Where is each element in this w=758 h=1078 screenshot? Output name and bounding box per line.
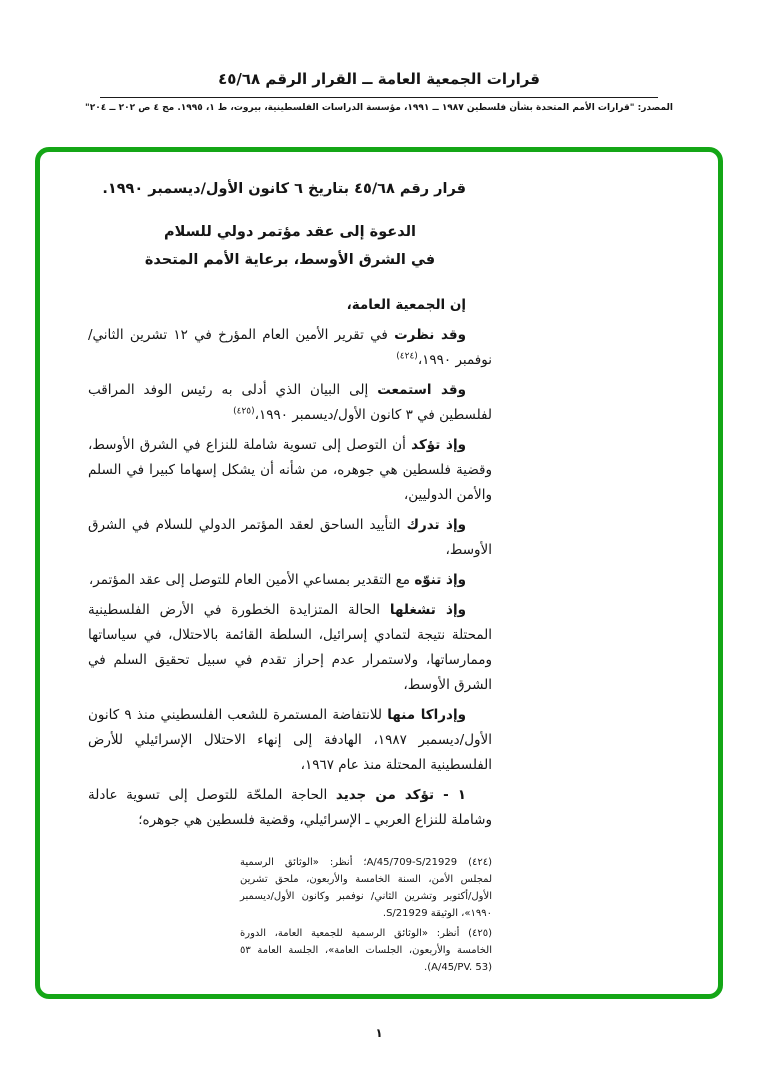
paragraph xyxy=(88,433,492,508)
paragraph xyxy=(88,293,492,318)
paragraph-text: إلى البيان الذي أدلى به رئيس الوفد المراقب لفلسطين في ٣ كانون الأول/ديسمبر ١٩٩٠، xyxy=(88,381,492,423)
footnote-text: A/45/709-S/21929؛ أنظر: «الوثائق الرسمية لمجلس الأمن، السنة الخامسة والأربعون، ملحق تشرين الأول/أكتوبر وتشرين الثاني/ نوفمبر وكانون الأول/ديسمبر ١٩٩٠»، الوثيقة S/21929. xyxy=(240,857,492,919)
paragraph-lead: ١ - تؤكد من جديد xyxy=(335,786,466,803)
footnote-425 xyxy=(240,925,492,976)
paragraph-lead: وإذ تدرك xyxy=(406,516,466,533)
resolution-title: قرار رقم ٤٥/٦٨ بتاريخ ٦ كانون الأول/ديسمبر ١٩٩٠. xyxy=(102,181,466,197)
footnotes-section xyxy=(240,854,492,979)
footnote-ref-425: (٤٢٥) xyxy=(233,406,255,417)
paragraph xyxy=(88,513,492,563)
paragraph-lead: وإذ تنوّه xyxy=(414,571,466,588)
source-line: المصدر: "قرارات الأمم المتحدة بشأن فلسطين ١٩٨٧ ــ ١٩٩١، مؤسسة الدراسات الفلسطينية، بيروت، ط ١، ١٩٩٥. مج ٤ ص ٢٠٢ ــ ٢٠٤" xyxy=(85,103,673,113)
paragraph xyxy=(88,378,492,428)
footnote-marker: (٤٢٥) xyxy=(468,928,492,939)
footnote-424 xyxy=(240,854,492,922)
paragraph-lead: وإذ تشغلها xyxy=(389,601,466,618)
subtitle-line-1: الدعوة إلى عقد مؤتمر دولي للسلام xyxy=(164,224,416,241)
resolution-box xyxy=(35,147,723,999)
paragraph-lead: وإذ تؤكد xyxy=(411,436,466,453)
paragraph-lead: وقد نظرت xyxy=(394,326,466,343)
paragraph-text: في تقرير الأمين العام المؤرخ في ١٢ تشرين الثاني/ نوفمبر ١٩٩٠، xyxy=(88,326,492,368)
paragraph xyxy=(88,323,492,373)
subtitle-line-2: في الشرق الأوسط، برعاية الأمم المتحدة xyxy=(144,252,436,269)
resolution-text xyxy=(88,176,492,854)
header-rule xyxy=(100,97,658,98)
paragraph xyxy=(88,568,492,593)
paragraph-lead: وقد استمعت xyxy=(377,381,466,398)
paragraph xyxy=(88,703,492,778)
footnote-ref-424: (٤٢٤) xyxy=(396,351,418,362)
footnote-text: أنظر: «الوثائق الرسمية للجمعية العامة، الدورة الخامسة والأربعون، الجلسات العامة»، الجلسة العامة ٥٣ (A/45/PV. 53). xyxy=(240,928,492,973)
paragraph xyxy=(88,598,492,698)
paragraph-text: التأييد الساحق لعقد المؤتمر الدولي للسلام في الشرق الأوسط، xyxy=(88,516,492,558)
paragraph-text: للانتفاضة المستمرة للشعب الفلسطيني منذ ٩ كانون الأول/ديسمبر ١٩٨٧، الهادفة إلى إنهاء الاحتلال الإسرائيلي للأرض الفلسطينية المحتلة منذ عام ١٩٦٧، xyxy=(88,706,492,773)
footnote-marker: (٤٢٤) xyxy=(468,857,492,868)
paragraph-lead: إن الجمعية العامة، xyxy=(346,296,466,313)
page-header xyxy=(0,70,758,113)
paragraph-text: أن التوصل إلى تسوية شاملة للنزاع في الشرق الأوسط، وقضية فلسطين هي جوهره، من شأنه أن يشكل إسهاما كبيرا في السلم والأمن الدوليين، xyxy=(88,436,492,503)
resolution-subtitle xyxy=(88,218,492,275)
paragraph-text: الحالة المتزايدة الخطورة في الأرض الفلسطينية المحتلة نتيجة لتمادي إسرائيل، السلطة القائمة بالاحتلال، في سياساتها وممارساتها، ولاستمرار عدم إحراز تقدم في سبيل تحقيق السلم في الشرق الأوسط، xyxy=(88,601,492,693)
header-title: قرارات الجمعية العامة ــ القرار الرقم ٤٥/٦٨ xyxy=(218,70,540,88)
paragraph-text: مع التقدير بمساعي الأمين العام للتوصل إلى عقد المؤتمر، xyxy=(88,571,415,588)
paragraph xyxy=(88,783,492,833)
paragraph-text: الحاجة الملحّة للتوصل إلى تسوية عادلة وشاملة للنزاع العربي ـ الإسرائيلي، وقضية فلسطين هي جوهره؛ xyxy=(88,786,492,828)
paragraph-lead: وإدراكا منها xyxy=(387,706,466,723)
page-number: ١ xyxy=(375,1026,383,1040)
